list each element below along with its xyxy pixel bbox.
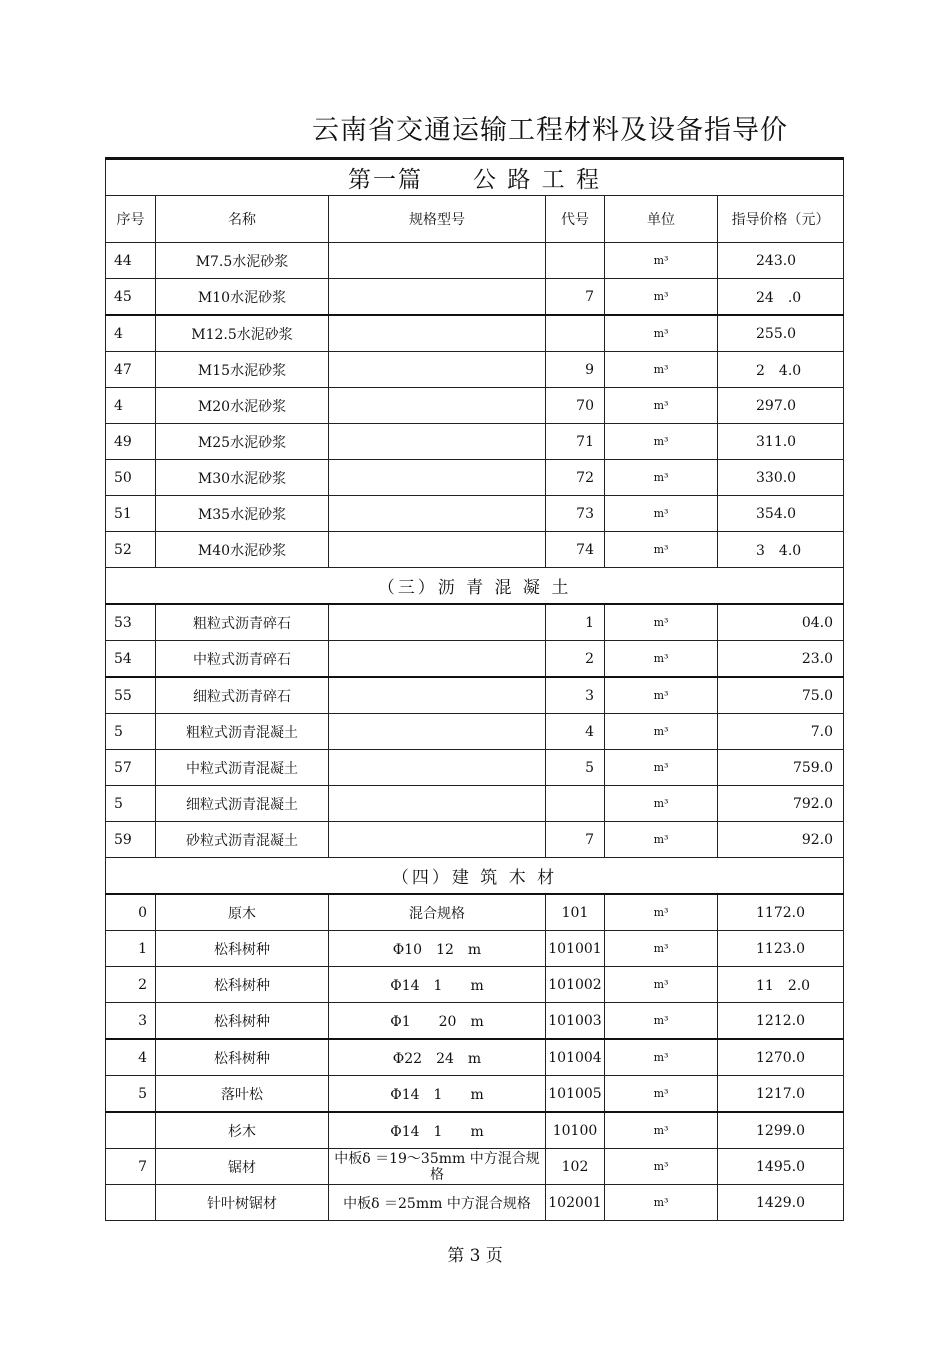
cell-spec: [329, 279, 546, 316]
cell-price: 792.0: [718, 786, 844, 822]
cell-spec: [329, 460, 546, 496]
cell-seq: [106, 1112, 156, 1149]
cell-price: 1299.0: [718, 1112, 844, 1149]
cell-name: 砂粒式沥青混凝土: [156, 822, 329, 858]
cell-seq: 44: [106, 243, 156, 279]
cell-spec: [329, 786, 546, 822]
cell-unit: m³: [605, 1039, 718, 1076]
table-row: [106, 243, 844, 279]
table-row: [106, 894, 844, 931]
cell-name: 锯材: [156, 1149, 329, 1185]
header-seq: 序号: [106, 196, 156, 243]
cell-seq: 47: [106, 352, 156, 388]
cell-seq: 4: [106, 315, 156, 352]
cell-spec: Φ10 12 m: [329, 931, 546, 967]
header-row: [106, 196, 844, 243]
table-row: [106, 931, 844, 967]
cell-spec: [329, 714, 546, 750]
cell-price: 7.0: [718, 714, 844, 750]
table-row: [106, 1112, 844, 1149]
cell-name: 中粒式沥青混凝土: [156, 750, 329, 786]
cell-name: 细粒式沥青混凝土: [156, 786, 329, 822]
cell-spec: 中板δ ＝19～35mm 中方混合规格: [329, 1149, 546, 1185]
table-row: [106, 1076, 844, 1113]
cell-code: 101005: [546, 1076, 605, 1113]
cell-seq: 59: [106, 822, 156, 858]
cell-price: 297.0: [718, 388, 844, 424]
cell-unit: m³: [605, 750, 718, 786]
cell-seq: 49: [106, 424, 156, 460]
cell-unit: m³: [605, 388, 718, 424]
cell-name: 松科树种: [156, 1003, 329, 1040]
cell-spec: [329, 243, 546, 279]
cell-spec: [329, 352, 546, 388]
cell-seq: 54: [106, 641, 156, 678]
cell-unit: m³: [605, 460, 718, 496]
cell-name: 落叶松: [156, 1076, 329, 1113]
cell-unit: m³: [605, 1003, 718, 1040]
cell-price: 3 4.0: [718, 532, 844, 568]
page-footer: 第 3 页: [447, 1246, 503, 1266]
cell-price: 330.0: [718, 460, 844, 496]
cell-name: 中粒式沥青碎石: [156, 641, 329, 678]
cell-price: 1270.0: [718, 1039, 844, 1076]
table-row: [106, 641, 844, 678]
cell-seq: 5: [106, 786, 156, 822]
cell-seq: 53: [106, 604, 156, 641]
table-row: [106, 1149, 844, 1185]
cell-spec: 混合规格: [329, 894, 546, 931]
cell-seq: 5: [106, 714, 156, 750]
cell-name: M12.5水泥砂浆: [156, 315, 329, 352]
table-row: [106, 1003, 844, 1040]
cell-code: 2: [546, 641, 605, 678]
cell-name: 原木: [156, 894, 329, 931]
cell-unit: m³: [605, 967, 718, 1003]
cell-name: M40水泥砂浆: [156, 532, 329, 568]
cell-unit: m³: [605, 604, 718, 641]
cell-name: 粗粒式沥青混凝土: [156, 714, 329, 750]
cell-code: 101001: [546, 931, 605, 967]
header-code: 代号: [546, 196, 605, 243]
table-row: [106, 352, 844, 388]
table-row: [106, 315, 844, 352]
cell-code: 101002: [546, 967, 605, 1003]
cell-code: [546, 243, 605, 279]
cell-code: 73: [546, 496, 605, 532]
cell-unit: m³: [605, 1149, 718, 1185]
cell-spec: [329, 604, 546, 641]
cell-seq: 52: [106, 532, 156, 568]
cell-spec: [329, 424, 546, 460]
cell-spec: [329, 315, 546, 352]
cell-code: 101004: [546, 1039, 605, 1076]
header-name: 名称: [156, 196, 329, 243]
cell-price: 354.0: [718, 496, 844, 532]
cell-price: 92.0: [718, 822, 844, 858]
cell-name: M35水泥砂浆: [156, 496, 329, 532]
cell-code: 74: [546, 532, 605, 568]
cell-unit: m³: [605, 496, 718, 532]
cell-unit: m³: [605, 279, 718, 316]
cell-price: 1172.0: [718, 894, 844, 931]
table-row: [106, 822, 844, 858]
cell-spec: [329, 388, 546, 424]
cell-price: 255.0: [718, 315, 844, 352]
table-row: [106, 750, 844, 786]
price-table: [105, 157, 844, 1221]
cell-code: 7: [546, 279, 605, 316]
cell-seq: 4: [106, 388, 156, 424]
cell-seq: 50: [106, 460, 156, 496]
cell-spec: Φ14 1 m: [329, 1112, 546, 1149]
cell-unit: m³: [605, 714, 718, 750]
cell-seq: 1: [106, 931, 156, 967]
table-row: [106, 786, 844, 822]
cell-spec: [329, 677, 546, 714]
table-row: [106, 279, 844, 316]
cell-seq: 0: [106, 894, 156, 931]
cell-seq: 4: [106, 1039, 156, 1076]
cell-unit: m³: [605, 315, 718, 352]
cell-name: M30水泥砂浆: [156, 460, 329, 496]
cell-code: 7: [546, 822, 605, 858]
part-title: 第一篇 公 路 工 程: [106, 159, 844, 196]
cell-code: 3: [546, 677, 605, 714]
cell-unit: m³: [605, 786, 718, 822]
document-title: 云南省交通运输工程材料及设备指导价: [312, 115, 788, 146]
cell-code: 5: [546, 750, 605, 786]
table-row: [106, 532, 844, 568]
cell-spec: [329, 750, 546, 786]
cell-code: [546, 315, 605, 352]
cell-price: 24 .0: [718, 279, 844, 316]
table-row: [106, 1039, 844, 1076]
cell-unit: m³: [605, 641, 718, 678]
cell-code: 102001: [546, 1185, 605, 1221]
cell-price: 759.0: [718, 750, 844, 786]
cell-price: 1123.0: [718, 931, 844, 967]
cell-code: 1: [546, 604, 605, 641]
cell-price: 311.0: [718, 424, 844, 460]
cell-unit: m³: [605, 243, 718, 279]
cell-spec: [329, 532, 546, 568]
cell-seq: 7: [106, 1149, 156, 1185]
cell-unit: m³: [605, 352, 718, 388]
section-asphalt-concrete-label: （三）沥 青 混 凝 土: [106, 568, 844, 605]
cell-spec: Φ1 20 m: [329, 1003, 546, 1040]
cell-price: 11 2.0: [718, 967, 844, 1003]
cell-spec: [329, 496, 546, 532]
cell-name: 粗粒式沥青碎石: [156, 604, 329, 641]
header-spec: 规格型号: [329, 196, 546, 243]
cell-unit: m³: [605, 894, 718, 931]
cell-code: 72: [546, 460, 605, 496]
cell-name: 杉木: [156, 1112, 329, 1149]
table-row: [106, 388, 844, 424]
cell-code: [546, 786, 605, 822]
cell-price: 23.0: [718, 641, 844, 678]
cell-name: 松科树种: [156, 1039, 329, 1076]
cell-code: 101: [546, 894, 605, 931]
cell-code: 9: [546, 352, 605, 388]
header-unit: 单位: [605, 196, 718, 243]
header-price: 指导价格（元）: [718, 196, 844, 243]
section-asphalt-concrete: [106, 568, 844, 605]
part-title-row: [106, 159, 844, 196]
cell-spec: [329, 822, 546, 858]
cell-price: 1495.0: [718, 1149, 844, 1185]
cell-spec: Φ14 1 m: [329, 967, 546, 1003]
cell-seq: 5: [106, 1076, 156, 1113]
cell-name: 细粒式沥青碎石: [156, 677, 329, 714]
cell-unit: m³: [605, 424, 718, 460]
cell-unit: m³: [605, 1185, 718, 1221]
cell-seq: 51: [106, 496, 156, 532]
cell-unit: m³: [605, 1076, 718, 1113]
cell-name: M10水泥砂浆: [156, 279, 329, 316]
cell-seq: 3: [106, 1003, 156, 1040]
cell-code: 4: [546, 714, 605, 750]
cell-spec: 中板δ ＝25mm 中方混合规格: [329, 1185, 546, 1221]
cell-spec: [329, 641, 546, 678]
cell-seq: 55: [106, 677, 156, 714]
cell-price: 243.0: [718, 243, 844, 279]
cell-unit: m³: [605, 822, 718, 858]
cell-unit: m³: [605, 931, 718, 967]
table-row: [106, 1185, 844, 1221]
table-row: [106, 714, 844, 750]
cell-name: M7.5水泥砂浆: [156, 243, 329, 279]
cell-name: 针叶树锯材: [156, 1185, 329, 1221]
cell-name: M25水泥砂浆: [156, 424, 329, 460]
cell-seq: 2: [106, 967, 156, 1003]
cell-code: 70: [546, 388, 605, 424]
cell-name: M20水泥砂浆: [156, 388, 329, 424]
cell-code: 10100: [546, 1112, 605, 1149]
table-row: [106, 604, 844, 641]
table-row: [106, 460, 844, 496]
cell-price: 1217.0: [718, 1076, 844, 1113]
cell-name: 松科树种: [156, 931, 329, 967]
cell-seq: [106, 1185, 156, 1221]
table-row: [106, 496, 844, 532]
table-row: [106, 677, 844, 714]
cell-code: 101003: [546, 1003, 605, 1040]
cell-price: 1212.0: [718, 1003, 844, 1040]
cell-spec: Φ22 24 m: [329, 1039, 546, 1076]
cell-unit: m³: [605, 677, 718, 714]
cell-seq: 57: [106, 750, 156, 786]
cell-price: 75.0: [718, 677, 844, 714]
cell-unit: m³: [605, 1112, 718, 1149]
section-timber: [106, 858, 844, 895]
section-timber-label: （四）建 筑 木 材: [106, 858, 844, 895]
cell-code: 102: [546, 1149, 605, 1185]
cell-name: 松科树种: [156, 967, 329, 1003]
cell-code: 71: [546, 424, 605, 460]
cell-spec: Φ14 1 m: [329, 1076, 546, 1113]
cell-price: 04.0: [718, 604, 844, 641]
cell-price: 2 4.0: [718, 352, 844, 388]
cell-name: M15水泥砂浆: [156, 352, 329, 388]
cell-price: 1429.0: [718, 1185, 844, 1221]
cell-seq: 45: [106, 279, 156, 316]
cell-unit: m³: [605, 532, 718, 568]
table-row: [106, 967, 844, 1003]
table-row: [106, 424, 844, 460]
